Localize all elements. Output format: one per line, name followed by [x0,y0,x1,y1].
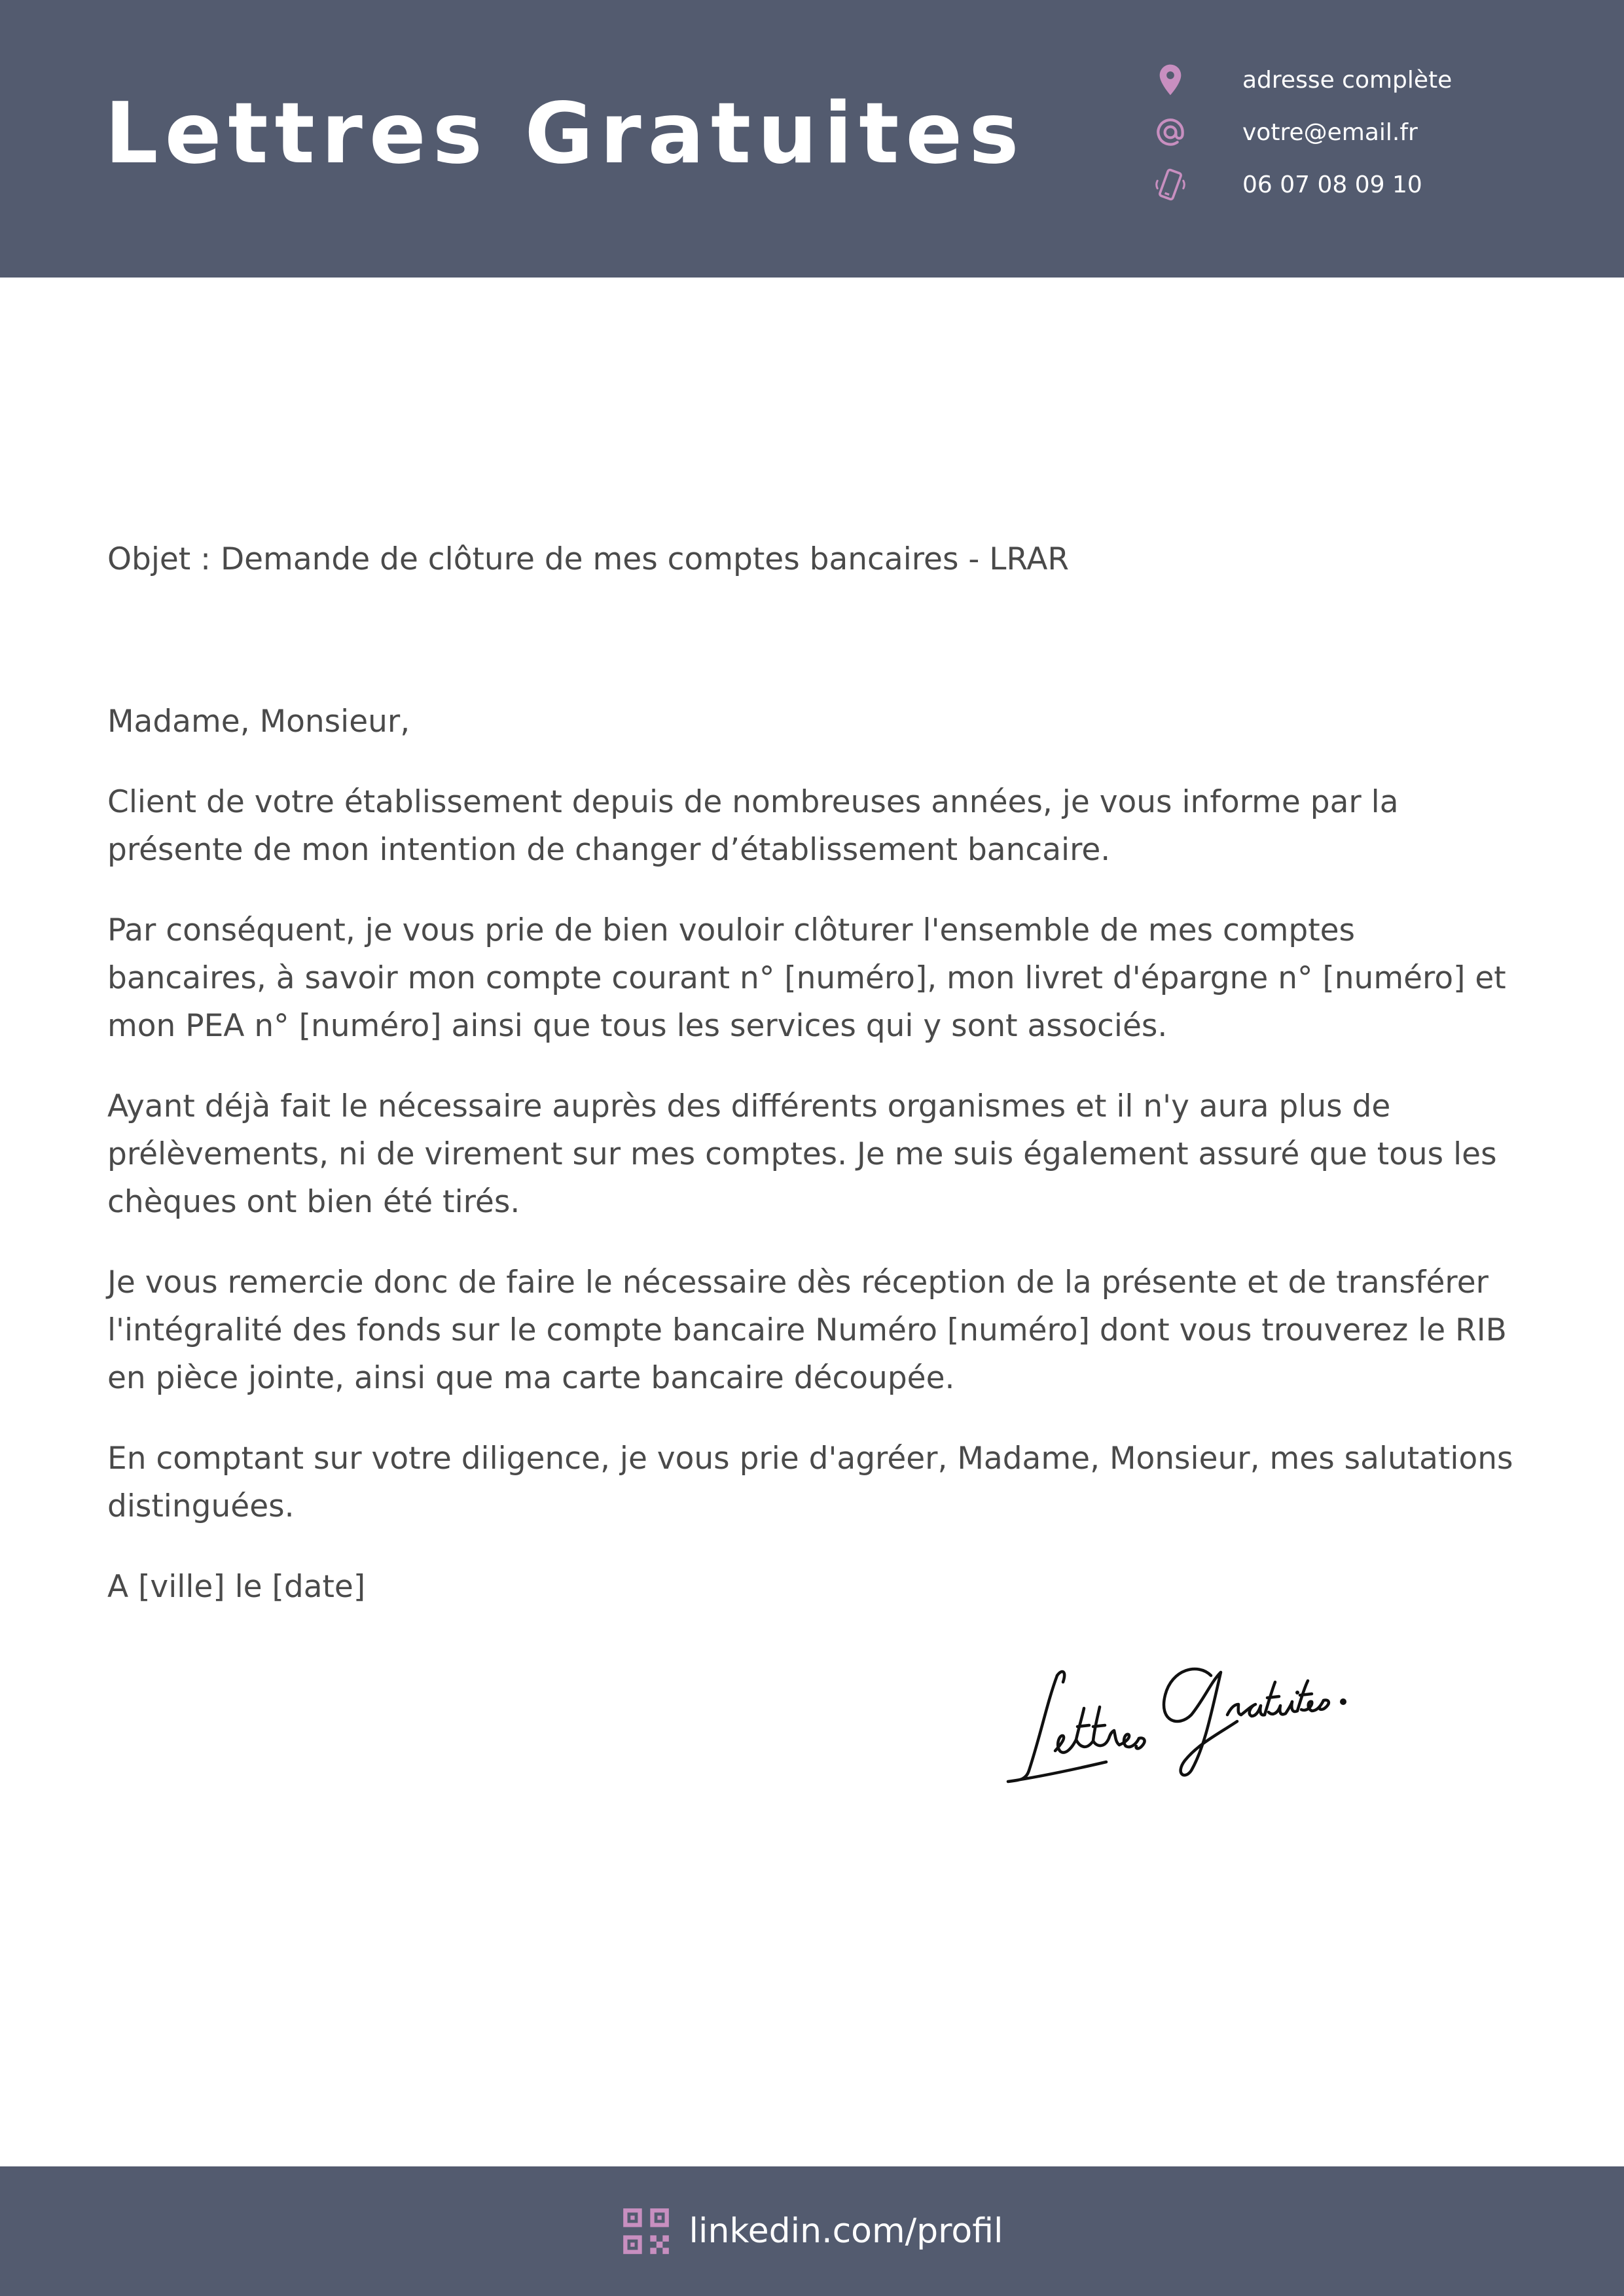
handwritten-signature [995,1617,1414,1800]
contact-email-row [1152,106,1597,158]
mobile-phone-icon [1152,166,1189,203]
paragraph-2: Par conséquent, je vous prie de bien vouloir clôturer l'ensemble de mes comptes bancaires, à savoir mon compte courant n° [numéro], mon livret d'épargne n° [numéro] et mon PEA n° [numéro] ainsi que tous les services qui y sont associés. [107,912,1506,1044]
paragraph-5: En comptant sur votre diligence, je vous prie d'agréer, Madame, Monsieur, mes salutations distinguées. [107,1441,1513,1524]
letter-footer [0,2166,1624,2296]
contact-phone: 06 07 08 09 10 [1242,171,1422,198]
paragraph-3: Ayant déjà fait le nécessaire auprès des différents organismes et il n'y aura plus de prélèvements, ni de virement sur mes comptes. Je me suis également assuré que tous les chèques ont bien été tirés. [107,1088,1497,1220]
letter-header [0,0,1624,278]
paragraph-4: Je vous remercie donc de faire le nécessaire dès réception de la présente et de transférer l'intégralité des fonds sur le compte bancaire Numéro [numéro] dont vous trouverez le RIB en pièce jointe, ainsi que ma carte bancaire découpée. [107,1265,1507,1396]
contact-phone-row [1152,158,1597,211]
linkedin-link[interactable]: linkedin.com/profil [689,2212,1003,2251]
contact-block [1152,54,1597,211]
location-pin-icon [1152,62,1189,98]
contact-email: votre@email.fr [1242,118,1418,146]
qr-code-icon [621,2206,671,2256]
place-date: A [ville] le [date] [107,1569,366,1605]
at-sign-icon [1152,114,1189,151]
brand-name: Lettres Gratuites [105,85,1026,183]
contact-address-row [1152,54,1597,106]
letter-body [107,698,1515,1643]
salutation: Madame, Monsieur, [107,704,410,740]
contact-address: adresse complète [1242,66,1453,94]
letter-subject: Objet : Demande de clôture de mes comptes bancaires - LRAR [107,541,1070,577]
paragraph-1: Client de votre établissement depuis de nombreuses années, je vous informe par la présente de mon intention de changer d’établissement bancaire. [107,784,1399,868]
footer-content [0,2166,1624,2296]
